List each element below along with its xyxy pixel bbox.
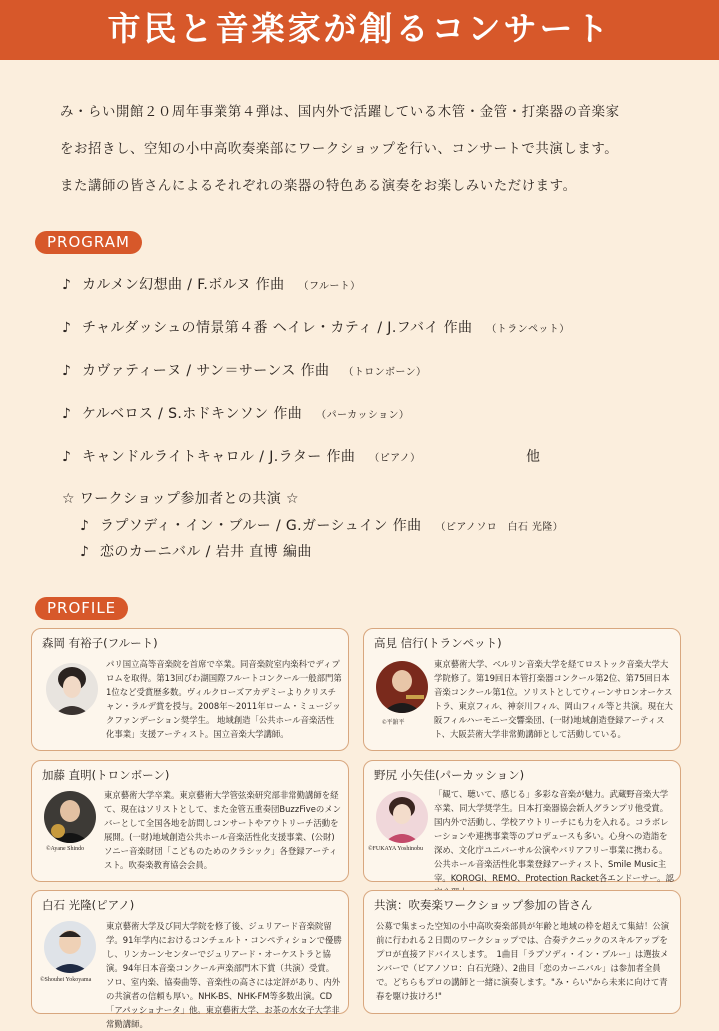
program-item-title: カルメン幻想曲 / F.ボルヌ 作曲 xyxy=(82,277,285,293)
profile-name: 加藤 直明(トロンボーン) xyxy=(42,768,170,782)
program-item-instrument: （トロンボーン） xyxy=(343,367,427,378)
page-title: 市民と音楽家が創るコンサート xyxy=(107,9,612,48)
music-note-icon: ♪ xyxy=(80,518,90,534)
program-item-title: ケルベロス / S.ホドキンソン 作曲 xyxy=(82,406,303,422)
avatar xyxy=(376,661,428,713)
intro-line: また講師の皆さんによるそれぞれの楽器の特色ある演奏をお楽しみいただけます。 xyxy=(60,179,577,194)
profile-name: 野尻 小矢佳(パーカッション) xyxy=(374,768,525,782)
profile-bio: 東京藝術大学卒業。東京藝術大学管弦楽研究部非常勤講師を経て、現在はソリストとして、また金管五重奏団BuzzFiveのメンバーとして全国各地を訪問しコンサートやアウトリーチ活動を展開。(一財)地域創造公共ホール音楽活性化支援事業、(公財)ソニー音楽財団「こどものためのクラシック」各登録アーティスト。吹奏楽教育協会会員。 xyxy=(104,790,341,870)
portrait-image xyxy=(46,663,98,715)
profile-card xyxy=(363,760,681,882)
photo-credit: ©平舘平 xyxy=(382,720,405,726)
avatar xyxy=(46,663,98,715)
program-item-title: キャンドルライトキャロル / J.ラター 作曲 xyxy=(82,449,356,465)
profile-card xyxy=(31,890,349,1029)
intro-text xyxy=(60,94,700,205)
avatar xyxy=(44,921,96,973)
photo-credit: ©Shouhei Yokoyama xyxy=(40,977,92,983)
portrait-image xyxy=(376,661,428,713)
profile-card xyxy=(31,628,349,751)
music-note-icon: ♪ xyxy=(62,320,72,336)
program-item-instrument: （フルート） xyxy=(298,281,361,292)
portrait-image xyxy=(44,921,96,973)
portrait-image xyxy=(376,791,428,843)
profile-heading: PROFILE xyxy=(35,597,128,620)
workshop-item-instrument: （ピアノソロ 白石 光隆） xyxy=(435,522,564,533)
title-banner xyxy=(0,0,719,60)
program-item xyxy=(62,274,361,294)
workshop-item-title: ラプソディ・イン・ブルー / G.ガーシュイン 作曲 xyxy=(100,518,422,534)
music-note-icon: ♪ xyxy=(62,277,72,293)
workshop-item xyxy=(80,541,312,561)
program-item-instrument: （パーカッション） xyxy=(316,410,410,421)
music-note-icon: ♪ xyxy=(80,544,90,560)
program-heading: PROGRAM xyxy=(35,231,142,254)
program-item-instrument: （トランペット） xyxy=(486,324,570,335)
intro-line: み・らい開館２０周年事業第４弾は、国内外で活躍している木管・金管・打楽器の音楽家 xyxy=(60,105,620,120)
avatar xyxy=(44,791,96,843)
program-item xyxy=(62,446,541,466)
photo-credit: ©FUKAYA Yoshinobu xyxy=(368,846,424,852)
profile-name: 森岡 有裕子(フルート) xyxy=(42,636,158,650)
program-item xyxy=(62,317,570,337)
workshop-item-title: 恋のカーニバル / 岩井 直博 編曲 xyxy=(100,544,312,560)
profile-name: 高見 信行(トランペット) xyxy=(374,636,502,650)
profile-card xyxy=(363,628,681,751)
profile-card xyxy=(31,760,349,882)
workshop-item xyxy=(80,515,563,535)
music-note-icon: ♪ xyxy=(62,363,72,379)
profile-bio: 公募で集まった空知の小中高吹奏楽部員が年齢と地域の枠を超えて集結！公演前に行われる２日間のワークショップでは、合奏テクニックのスキルアップをプロが直接アドバイスします。 1曲目「ラプソディ・イン・ブルー」は選抜メンバーで（ピアノソロ：白石光隆）、2曲目「恋のカーニバル」は参加者全員で。どちらもプロの講師と一緒に演奏します。"み・らい"から未来に向けて青春を駆け抜けろ!" xyxy=(376,921,670,1001)
intro-line: をお招きし、空知の小中高吹奏楽部にワークショップを行い、コンサートで共演します。 xyxy=(60,142,619,157)
program-item-title: チャルダッシュの情景第４番 ヘイレ・カティ / J.フバイ 作曲 xyxy=(82,320,473,336)
program-item-title: カヴァティーヌ / サン＝サーンス 作曲 xyxy=(82,363,330,379)
music-note-icon: ♪ xyxy=(62,406,72,422)
profile-card xyxy=(363,890,681,1014)
profile-bio: 東京藝術大学、ベルリン音楽大学を経てロストック音楽大学大学院修了。第19回日本管打楽器コンクール第2位、第75回日本音楽コンクール第1位。ソリストとしてウィーンサロンオーケストラ、東京フィル、神奈川フィル、岡山フィル等と共演。現在大阪フィルハーモニー交響楽団、(一財)地域創造登録アーティスト、大阪芸術大学非常勤講師として活動している。 xyxy=(434,659,673,739)
profile-bio: 「観て、聴いて、感じる」多彩な音楽が魅力。武蔵野音楽大学卒業、同大学奨学生。日本打楽器協会新人グランプリ他受賞。国内外で活動し、学校アウトリーチにも力を入れる。コラボレーションや連携事業等のプロデュースも多い。心身への造詣を深め、文化庁ユニバーサル公演やバリアフリー事業に携わる。公共ホール音楽活性化事業登録アーティスト、Smile Music主宰。KOROGI、REMO、Protection Racket各エンドーサー。認 xyxy=(434,789,674,883)
profile-bio: 東京藝術大学及び同大学院を修了後、ジュリアード音楽院留学。91年学内におけるコンチェルト・コンペティションで優勝し、リンカーンセンターでジュリアード・オーケストラと協演。94年日本音楽コンクール声楽部門木下賞（共演）受賞。ソロ、室内楽、協奏曲等、音楽性の高さには定評があり、内外の共演者の信頼も厚い。NHK-BS、NHK-FM等多数出演。CD「アパッショナータ」他。東京藝術大学、お茶の水女子大学非常勤講師。 xyxy=(106,921,342,1029)
music-note-icon: ♪ xyxy=(62,449,72,465)
avatar xyxy=(376,791,428,843)
profile-name: 共演：吹奏楽ワークショップ参加の皆さん xyxy=(374,898,593,912)
photo-credit: ©Ayane Shindo xyxy=(46,846,85,852)
program-item xyxy=(62,403,409,423)
program-item xyxy=(62,360,426,380)
portrait-image xyxy=(44,791,96,843)
profile-bio: パリ国立高等音楽院を首席で卒業。同音楽院室内楽科でディプロムを取得。第13回びわ湖国際フルートコンクール一般部門第1位など受賞歴多数。ヴィルクローズアカデミーよりクリスチャン・ラルデ賞を授与。2008年～2011年ローム・ミュージックファンデーション奨学生。 地域創造「公共ホール音楽活性化事業」支援アーティスト。国立音楽大学講師。 xyxy=(106,659,342,739)
program-etc: 他 xyxy=(526,449,541,465)
program-item-instrument: （ピアノ） xyxy=(369,453,421,464)
profile-name: 白石 光隆(ピアノ) xyxy=(42,898,135,912)
workshop-heading: ☆ ワークショップ参加者との共演 ☆ xyxy=(62,491,299,507)
